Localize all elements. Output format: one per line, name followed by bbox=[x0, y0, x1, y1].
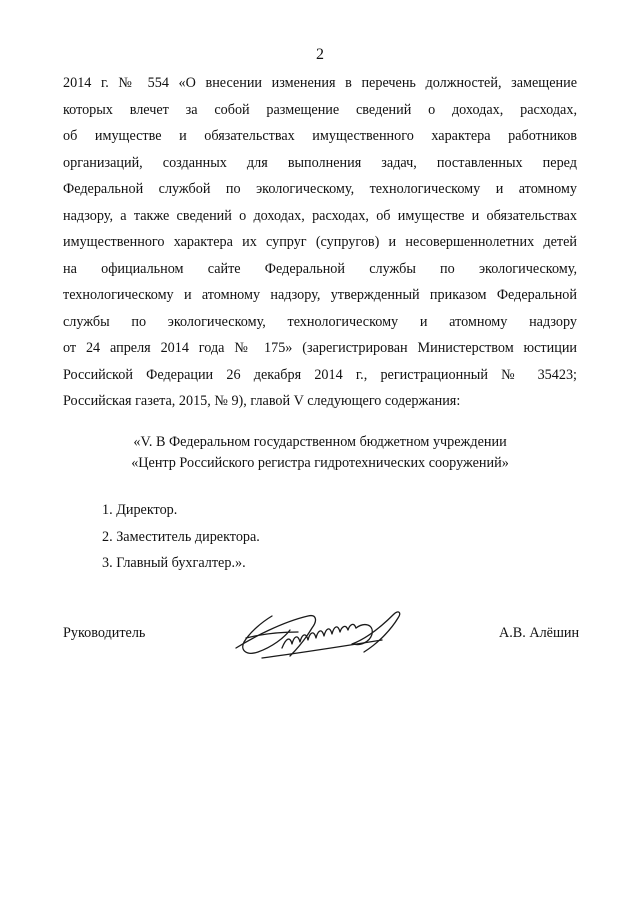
paragraph-line: на официальном сайте Федеральной службы по экологическому, bbox=[63, 260, 577, 277]
paragraph-line: от 24 апреля 2014 года № 175» (зарегистрирован Министерством юстиции bbox=[63, 340, 577, 356]
paragraph-line: об имуществе и обязательствах имущественного характера работников bbox=[63, 128, 577, 144]
main-paragraph bbox=[63, 70, 577, 415]
section-heading-line: «V. В Федеральном государственном бюджетном учреждении bbox=[133, 434, 507, 450]
page-number: 2 bbox=[316, 46, 324, 63]
list-item: 1. Директор. bbox=[102, 502, 178, 518]
section-heading-line: «Центр Российского регистра гидротехнических сооружений» bbox=[131, 455, 509, 471]
list-item: 2. Заместитель директора. bbox=[102, 528, 260, 545]
list-item: 3. Главный бухгалтер.». bbox=[102, 555, 246, 571]
paragraph-line: Российская газета, 2015, № 9), главой V следующего содержания: bbox=[63, 393, 461, 409]
paragraph-line: Российской Федерации 26 декабря 2014 г., регистрационный № 35423; bbox=[63, 366, 577, 383]
paragraph-line: организаций, созданных для выполнения задач, поставленных перед bbox=[63, 154, 577, 171]
handwritten-signature bbox=[232, 608, 408, 664]
section-heading bbox=[0, 432, 640, 474]
paragraph-line: которых влечет за собой размещение сведений о доходах, расходах, bbox=[63, 101, 577, 118]
signatory-name: А.В. Алёшин bbox=[499, 625, 580, 641]
paragraph-line: Федеральной службой по экологическому, технологическому и атомному bbox=[63, 181, 577, 197]
positions-list bbox=[102, 497, 260, 577]
paragraph-line: имущественного характера их супруг (супругов) и несовершеннолетних детей bbox=[63, 234, 577, 250]
paragraph-line: 2014 г. № 554 «О внесении изменения в перечень должностей, замещение bbox=[63, 75, 577, 91]
paragraph-line: технологическому и атомному надзору, утвержденный приказом Федеральной bbox=[63, 287, 577, 303]
paragraph-line: надзору, а также сведений о доходах, расходах, об имуществе и обязательствах bbox=[63, 207, 577, 224]
signatory-role: Руководитель bbox=[63, 625, 146, 641]
paragraph-line: службы по экологическому, технологическому и атомному надзору bbox=[63, 313, 577, 330]
